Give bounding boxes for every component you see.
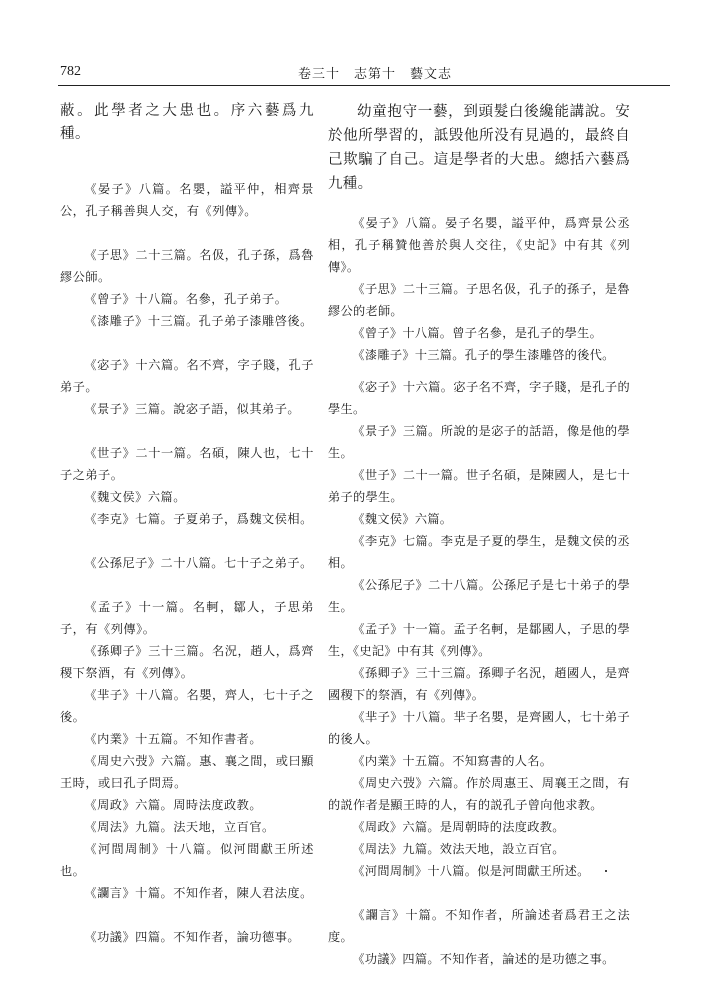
right-entry-gongyi: 《功議》四篇。不知作者，論述的是功德之事。 (352, 952, 615, 966)
right-entry-fuzi: 《宓子》十六篇。宓子名不齊，字子賤，是孔子的學生。 (328, 380, 630, 416)
left-entry-gongsunnizi: 《公孫尼子》二十八篇。七十子之弟子。 (84, 556, 313, 570)
left-entry-zhoufa: 《周法》九篇。法天地，立百官。 (84, 820, 275, 834)
running-head: 卷三十 志第十 藝文志 (298, 67, 453, 82)
right-entry-zhoushi: 《周史六弢》六篇。作於周惠王、周襄王之間，有的説作者是顯王時的人，有的説孔子曾向他求教。 (328, 776, 630, 812)
right-intro: 幼童抱守一藝，到頭髮白後纔能講說。安於他所學習的，詆毁他所没有見過的，最終自己欺騙了自己。這是學者的大患。總括六藝爲九種。 (328, 104, 630, 192)
right-entry-zhouzheng: 《周政》六篇。是周朝時的法度政教。 (352, 820, 565, 834)
right-entry-hejian: 《河間周制》十八篇。似是河間獻王所述。 (352, 864, 590, 878)
right-entry-neiye: 《内業》十五篇。不知寫書的人名。 (352, 754, 553, 768)
left-entry-sunqingzi: 《孫卿子》三十三篇。名況，趙人，爲齊稷下祭酒，有《列傳》。 (60, 644, 314, 680)
right-entry-mizi: 《芈子》十八篇。芈子名嬰，是齊國人，七十弟子的後人。 (328, 710, 630, 746)
right-entry-jingzi: 《景子》三篇。所說的是宓子的話語，像是他的學生。 (328, 424, 630, 460)
right-entry-qidiaozi: 《漆雕子》十三篇。孔子的學生漆雕啓的後代。 (352, 348, 615, 362)
right-entry-shizi: 《世子》二十一篇。世子名碩，是陳國人，是七十弟子的學生。 (328, 468, 630, 504)
left-entry-shizi: 《世子》二十一篇。名碩，陳人也，七十子之弟子。 (60, 446, 314, 482)
left-entry-neiye: 《内業》十五篇。不知作書者。 (84, 732, 263, 746)
right-entry-sunqingzi: 《孫卿子》三十三篇。孫卿子名況，趙國人，是齊國稷下的祭酒，有《列傳》。 (328, 666, 630, 702)
left-entry-zengzi: 《曾子》十八篇。名參，孔子弟子。 (84, 292, 288, 306)
right-entry-zisi: 《子思》二十三篇。子思名伋，孔子的孫子，是魯繆公的老師。 (328, 282, 630, 318)
right-entry-like: 《李克》七篇。李克是子夏的學生，是魏文侯的丞相。 (328, 534, 630, 570)
left-entry-jingzi: 《景子》三篇。說宓子語，似其弟子。 (84, 402, 301, 416)
left-entry-gongyi: 《功議》四篇。不知作者，論功德事。 (84, 930, 301, 944)
right-entry-gongsunnizi: 《公孫尼子》二十八篇。公孫尼子是七十弟子的學生。 (328, 578, 630, 614)
left-entry-hejian: 《河間周制》十八篇。似河間獻王所述也。 (60, 842, 314, 878)
right-entry-zengzi: 《曾子》十八篇。曾子名參，是孔子的學生。 (352, 326, 603, 340)
right-entry-weiwenhou: 《魏文侯》六篇。 (352, 512, 453, 526)
left-intro: 蔽。此學者之大患也。序六藝爲九種。 (60, 103, 314, 142)
page-number: 782 (60, 64, 81, 79)
header-rule (58, 85, 670, 86)
left-entry-fuzi: 《宓子》十六篇。名不齊，字子賤，孔子弟子。 (60, 358, 314, 394)
left-entry-mengzi: 《孟子》十一篇。名軻，鄒人，子思弟子，有《列傳》。 (60, 600, 314, 636)
left-entry-lanyan: 《讕言》十篇。不知作者，陳人君法度。 (84, 886, 313, 900)
scan-speck (605, 870, 607, 872)
left-entry-weiwenhou: 《魏文侯》六篇。 (84, 490, 186, 504)
right-entry-lanyan: 《讕言》十篇。不知作者，所論述者爲君王之法度。 (328, 908, 630, 944)
right-entry-yanzi: 《晏子》八篇。晏子名嬰，謚平仲，爲齊景公丞相，孔子稱贊他善於與人交往，《史記》中有其《列傳》。 (328, 216, 630, 274)
left-entry-mizi: 《芈子》十八篇。名嬰，齊人，七十子之後。 (60, 688, 314, 724)
left-entry-yanzi: 《晏子》八篇。名嬰，謚平仲，相齊景公，孔子稱善與人交，有《列傳》。 (60, 182, 314, 218)
right-entry-zhoufa: 《周法》九篇。效法天地，設立百官。 (352, 842, 565, 856)
left-entry-qidiaozi: 《漆雕子》十三篇。孔子弟子漆雕啓後。 (84, 314, 313, 328)
left-entry-zhoushi: 《周史六弢》六篇。惠、襄之間，或曰顯王時，或曰孔子問焉。 (60, 754, 314, 790)
running-header (58, 60, 670, 84)
left-entry-like: 《李克》七篇。子夏弟子，爲魏文侯相。 (84, 512, 313, 526)
left-entry-zisi: 《子思》二十三篇。名伋，孔子孫，爲魯繆公師。 (60, 248, 314, 284)
left-entry-zhouzheng: 《周政》六篇。周時法度政教。 (84, 798, 263, 812)
right-entry-mengzi: 《孟子》十一篇。孟子名軻，是鄒國人，子思的學生，《史記》中有其《列傳》。 (328, 622, 630, 658)
